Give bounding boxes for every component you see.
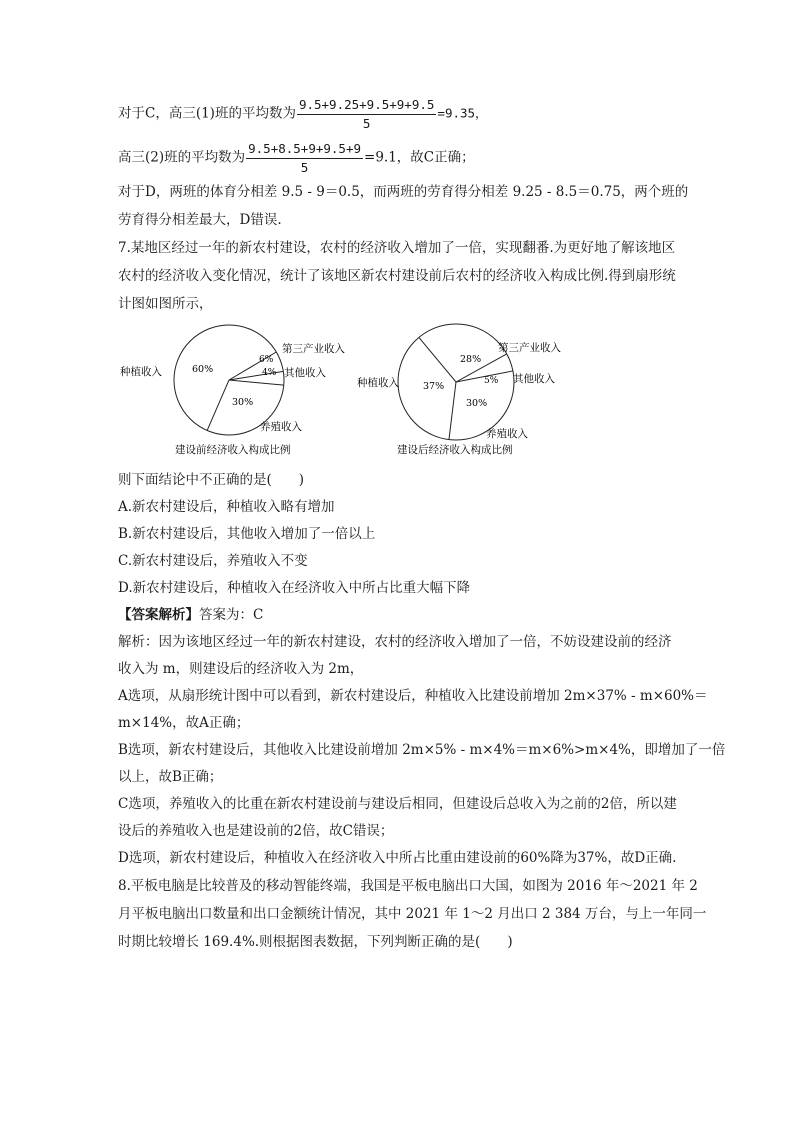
solution-text: 收入为 m，则建设后的经济收入为 2m， [118,661,364,677]
question-7-text: 7.某地区经过一年的新农村建设，农村的经济收入增加了一倍，实现翻番.为更好地了解该地区 [118,240,676,256]
option-d: D.新农村建设后，种植收入在经济收入中所占比重大幅下降 [118,580,471,596]
pie2-label-other: 其他收入 [513,373,555,385]
solution-text: C选项，养殖收入的比重在新农村建设前与建设后相同，但建设后总收入为之前的2倍，所以建 [118,796,677,812]
text-c-intro: 对于C，高三(1)班的平均数为 [118,105,296,122]
question-8-text: 时期比较增长 169.4%.则根据图表数据，下列判断正确的是( ) [118,934,513,950]
fraction-class1 [297,96,436,132]
text-c2-result: =9.1，故C正确； [364,149,475,166]
pie2-value-other: 5% [484,376,499,386]
answer-text: 答案为：C [199,607,264,623]
fraction-class2 [246,140,363,176]
option-c: C.新农村建设后，养殖收入不变 [118,553,308,569]
pie-slice-divider [419,337,456,382]
solution-text: m×14%，故A正确； [118,715,250,731]
pie1-label-planting: 种植收入 [120,366,162,378]
pie1-value-other: 4% [262,368,277,378]
solution-text: 设后的养殖收入也是建设前的2倍，故C错误； [118,823,394,839]
question-7-text: 计图如图所示， [118,296,213,312]
solution-text: B选项，新农村建设后，其他收入比建设前增加 2m×5% - m×4%＝m×6%>m×4%，即增加了一倍 [118,742,726,758]
solution-line-c-class1 [118,96,488,132]
pie2-label-breeding: 养殖收入 [486,428,528,440]
pie-slice-divider [229,380,284,385]
pie-slice-divider [449,382,456,440]
question-8-text: 月平板电脑出口数量和出口金额统计情况，其中 2021 年 1～2 月出口 2 384 万台，与上一年同一 [118,906,707,922]
option-a: A.新农村建设后，种植收入略有增加 [118,499,335,515]
solution-text: D选项，新农村建设后，种植收入在经济收入中所占比重由建设前的60%降为37%，故D正确. [118,850,677,866]
text-c-result: =9.35， [437,105,488,121]
pie1-slices [174,325,284,435]
pie2-label-tertiary: 第三产业收入 [498,342,561,354]
pie1-label-other: 其他收入 [284,367,326,379]
text-c2-intro: 高三(2)班的平均数为 [118,149,246,166]
pie2-value-tertiary: 28% [460,354,482,365]
pie-slice-divider [207,380,229,430]
pie1-value-breeding: 30% [232,397,254,408]
pie2-value-planting: 37% [423,381,445,392]
text-line: 对于D，两班的体育分相差 9.5 - 9＝0.5，而两班的劳育得分相差 9.25 - 8.5＝0.75，两个班的 [118,184,689,200]
fraction-denominator: 5 [362,116,371,131]
pie2-title: 建设后经济收入构成比例 [397,444,513,456]
fraction-numerator: 9.5+9.25+9.5+9+9.5 [297,96,436,115]
text-line: 劳育得分相差最大，D错误. [118,212,282,228]
pie1-label-breeding: 养殖收入 [260,421,302,433]
question-7-text: 农村的经济收入变化情况，统计了该地区新农村建设前后农村的经济收入构成比例.得到扇形统 [118,268,676,284]
solution-text: A选项，从扇形统计图中可以看到，新农村建设后，种植收入比建设前增加 2m×37% - m×60%＝ [118,688,708,704]
pie1-value-tertiary: 6% [259,355,274,365]
pie2-value-breeding: 30% [466,398,488,409]
answer-line [118,605,263,625]
solution-text: 以上，故B正确； [118,769,223,785]
option-b: B.新农村建设后，其他收入增加了一倍以上 [118,526,376,542]
pie-chart-after [353,320,583,462]
question-8-text: 8.平板电脑是比较普及的移动智能终端，我国是平板电脑出口大国，如图为 2016 年～2021 年 2 [118,878,698,894]
fraction-denominator: 5 [300,160,309,175]
fraction-numerator: 9.5+8.5+9+9.5+9 [246,140,363,159]
pie1-label-tertiary: 第三产业收入 [282,343,345,355]
answer-label: 【答案解析】 [118,607,199,623]
solution-line-c-class2 [118,140,475,176]
pie1-value-planting: 60% [192,364,214,375]
pie2-label-planting: 种植收入 [357,377,399,389]
pie-chart-before [110,320,370,462]
solution-text: 解析：因为该地区经过一年的新农村建设，农村的经济收入增加了一倍，不妨设建设前的经济 [118,634,672,650]
question-7-prompt: 则下面结论中不正确的是( ) [118,472,305,488]
pie1-title: 建设前经济收入构成比例 [175,444,291,456]
